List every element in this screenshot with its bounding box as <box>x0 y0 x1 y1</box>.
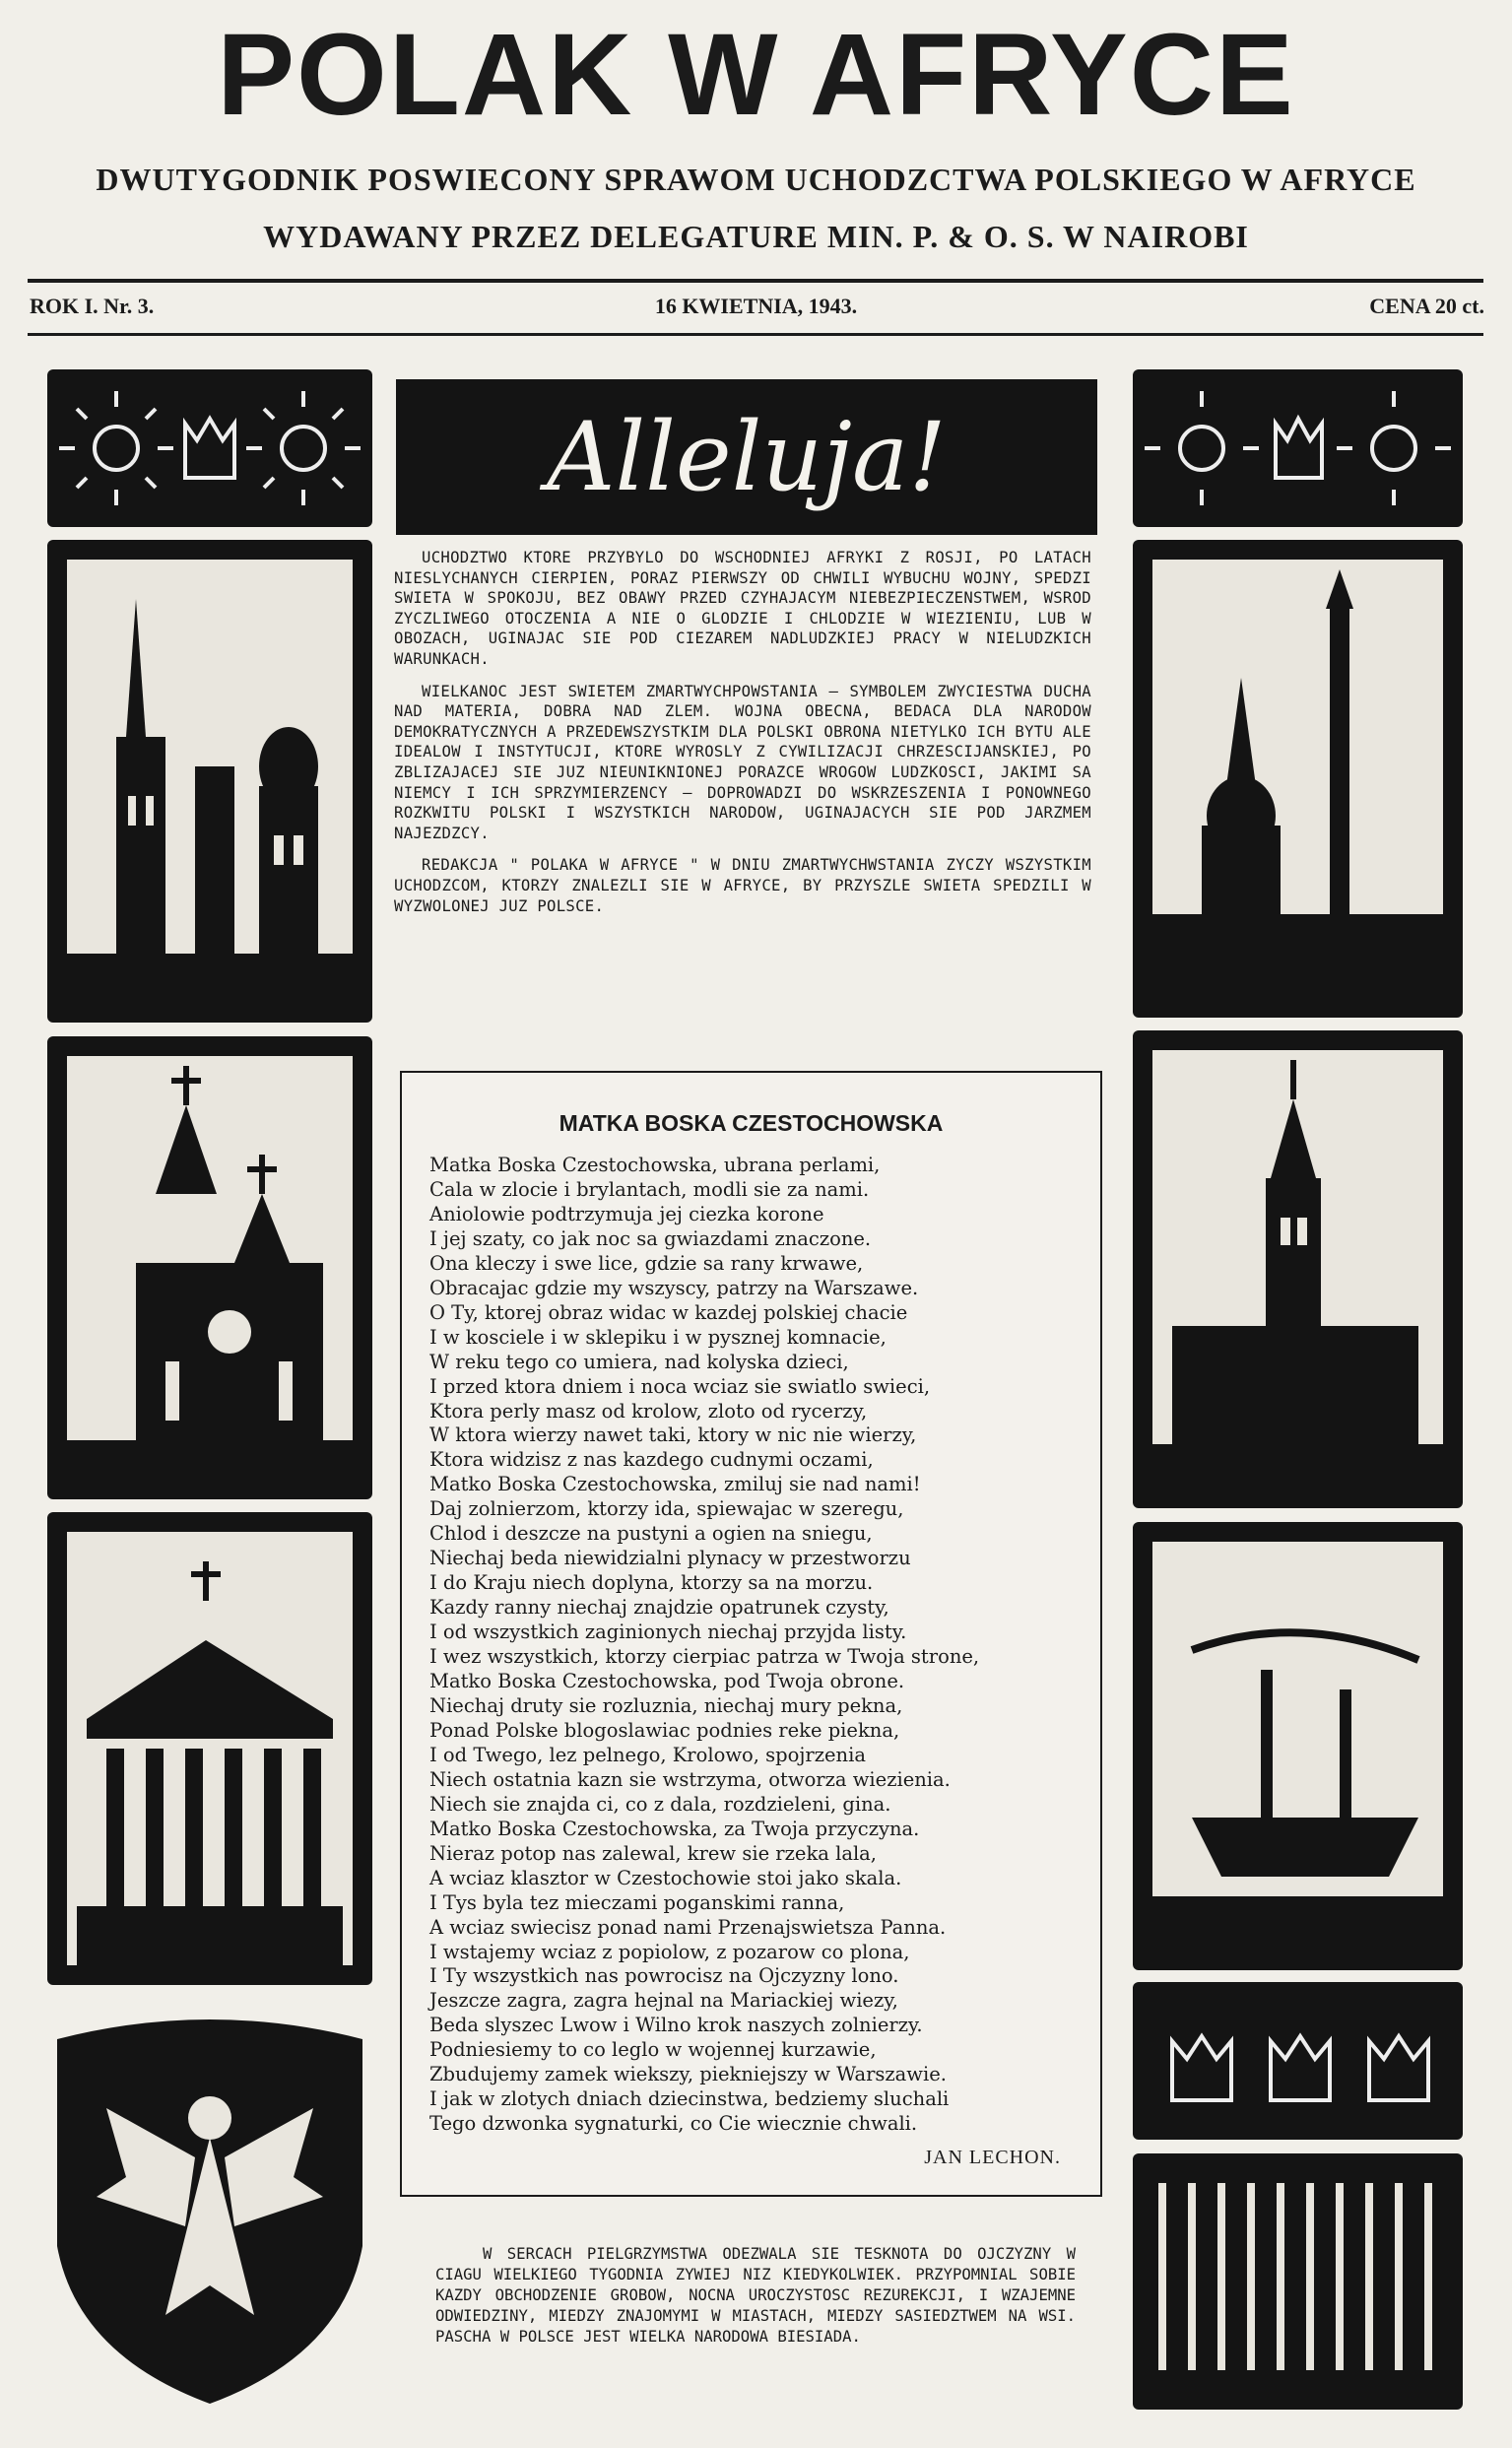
poem-line: I Tys byla tez mieczami poganskimi ranna, <box>429 1890 845 1914</box>
sun-tulip-ornament-icon <box>47 369 372 527</box>
masthead-rule-bottom <box>28 333 1483 336</box>
poem-line: I przed ktora dniem i noca wciaz sie swiatlo swieci, <box>429 1374 931 1398</box>
poem-title: MATKA BOSKA CZESTOCHOWSKA <box>559 1110 944 1136</box>
poem-line: Beda slyszec Lwow i Wilno krok naszych zolnierzy. <box>429 2014 923 2037</box>
sigismund-column-icon <box>1133 540 1463 1018</box>
right-woodcut-warsaw-column <box>1133 540 1463 1018</box>
poem-text <box>429 1154 1080 2137</box>
issue-price: CENA 20 ct. <box>1369 294 1484 318</box>
intro-paragraph-3: REDAKCJA " POLAKA W AFRYCE " W DNIU ZMARTWYCHWSTANIA ZYCZY WSZYSTKIM UCHODZCOM, KTORZY ZNALEZLI SIE W AFRYCE, BY PRZYSZLE SWIETA SPEDZILI W WYZWOLONEJ JUZ POLSCE. <box>394 856 1091 915</box>
poem-line: O Ty, ktorej obraz widac w kazdej polskiej chacie <box>429 1300 908 1324</box>
poem-box <box>400 1071 1102 2197</box>
monastery-tower-icon <box>1133 1030 1463 1508</box>
left-ornament-panel <box>47 369 372 527</box>
poem-line: I od wszystkich zaginionych niechaj przyjda listy. <box>429 1621 907 1644</box>
right-woodcut-ship <box>1133 1522 1463 1970</box>
poem-line: Niech sie znajda ci, co z dala, rozdzieleni, gina. <box>429 1792 891 1816</box>
poem-line: Nieraz potop nas zalewal, krew sie rzeka lala, <box>429 1841 878 1865</box>
poem-line: I jej szaty, co jak noc sa gwiazdami znaczone. <box>429 1226 872 1250</box>
poem-line: Ponad Polske blogoslawiac podnies reke piekna, <box>429 1718 900 1742</box>
left-woodcut-cathedral <box>47 1512 372 1985</box>
closing-paragraph: W SERCACH PIELGRZYMSTWA ODEZWALA SIE TESKNOTA DO OJCZYZNY W CIAGU WIELKIEGO TYGODNIA ZYWIEJ NIZ KIEDYKOLWIEK. PRZYPOMNIAL SOBIE KAZDY OBCHODZENIE GROBOW, NOCNA UROCZYSTOSC REZUREKCJI, I WZAJEMNE ODWIEDZINY, MIEDZY ZNAJOMYMI W MIASTACH, MIEDZY SASIEDZTWEM NA WSI. PASCHA W POLSCE JEST WIELKA NARODOWA BIESIADA. <box>435 2245 1076 2346</box>
right-woodcut-jasna-gora <box>1133 1030 1463 1508</box>
church-towers-icon <box>47 540 372 1023</box>
poem-line: A wciaz klasztor w Czestochowie stoi jako skala. <box>429 1866 902 1889</box>
left-woodcut-vilnius <box>47 1036 372 1499</box>
alleluja-banner: Alleluja! <box>396 379 1097 535</box>
poem-line: Cala w zlocie i brylantach, modli sie za nami. <box>429 1177 870 1201</box>
poem-line: Matko Boska Czestochowska, zmiluj sie nad nami! <box>429 1473 921 1496</box>
right-tulip-panel <box>1133 1982 1463 2140</box>
baroque-church-icon <box>47 1036 372 1499</box>
poem-line: I w kosciele i w sklepiku i w pysznej komnacie, <box>429 1325 887 1349</box>
poem-line: W ktora wierzy nawet taki, ktory w nic nie wierzy, <box>429 1423 917 1447</box>
right-fringe-panel <box>1133 2153 1463 2410</box>
poem-line: Matko Boska Czestochowska, pod Twoja obrone. <box>429 1670 905 1693</box>
poem-line: Niechaj beda niewidzialni plynacy w przestworzu <box>429 1547 911 1570</box>
poem-line: Niech ostatnia kazn sie wstrzyma, otworza wiezienia. <box>429 1767 951 1791</box>
right-ornament-panel <box>1133 369 1463 527</box>
left-polish-eagle-shield <box>47 2000 372 2414</box>
poem-line: Ktora perly masz od krolow, zloto od rycerzy, <box>429 1399 868 1422</box>
tulip-ornament-icon <box>1133 1982 1463 2140</box>
poem-line: Ona kleczy i swe lice, gdzie sa rany krwawe, <box>429 1251 864 1275</box>
intro-paragraph-2: WIELKANOC JEST SWIETEM ZMARTWYCHPOWSTANIA — SYMBOLEM ZWYCIESTWA DUCHA NAD MATERIA, DOBRA NAD ZLEM. WOJNA OBECNA, BEDACA DLA NARODOW DEMOKRATYCZNYCH A PRZEDEWSZYSTKIM DLA POLSKI OBRONA NIETYLKO ICH BYTU ALE IDEALOW I INSTYTUCJI, KTORE WYROSLY Z CYWILIZACJI CHRZESCIJANSKIEJ, PO ZBLIZAJACEJ SIE JUZ NIEUNIKNIONEJ PORAZCE WROGOW LUDZKOSCI, JAKIMI SA NIEMCY I ICH SPRZYMIERZENCY — DOPROWADZI DO WSKRZESZENIA I PONOWNEGO ROZKWITU POLSKI I WSZYSTKICH NARODOW, UGINAJACYCH SIE POD JARZMEM NAJEZDZCY. <box>394 682 1091 842</box>
newspaper-subtitle: DWUTYGODNIK POSWIECONY SPRAWOM UCHODZCTWA POLSKIEGO W AFRYCE <box>96 162 1416 197</box>
editorial-intro <box>394 548 1091 928</box>
poem-line: A wciaz swiecisz ponad nami Przenajswietsza Panna. <box>429 1915 947 1939</box>
poem-line: Chlod i deszcze na pustyni a ogien na sniegu, <box>429 1522 873 1546</box>
poem-line: I do Kraju niech doplyna, ktorzy sa na morzu. <box>429 1571 874 1595</box>
poem-line: Tego dzwonka sygnaturki, co Cie wiecznie chwali. <box>429 2112 918 2136</box>
poem-line: W reku tego co umiera, nad kolyska dzieci, <box>429 1350 849 1373</box>
masthead-rule-top <box>28 279 1483 283</box>
woven-fringe-icon <box>1133 2153 1463 2410</box>
newspaper-title: POLAK W AFRYCE <box>217 10 1295 140</box>
poem-line: I Ty wszystkich nas powrocisz na Ojczyzny lono. <box>429 1964 899 1988</box>
poem-line: Matko Boska Czestochowska, za Twoja przyczyna. <box>429 1817 920 1840</box>
poem-line: Podniesiemy to co leglo w wojennej kurzawie, <box>429 2038 877 2062</box>
poem-line: Matka Boska Czestochowska, ubrana perlami, <box>429 1154 881 1176</box>
poem-line: Jeszcze zagra, zagra hejnal na Mariackiej wiezy, <box>429 1989 898 2013</box>
classical-cathedral-icon <box>47 1512 372 1985</box>
poem-line: Obracajac gdzie my wszyscy, patrzy na Warszawe. <box>429 1276 919 1299</box>
left-woodcut-krakow <box>47 540 372 1023</box>
poem-line: Niechaj druty sie rozluznia, niechaj mury pekna, <box>429 1693 903 1717</box>
poem-line: Aniolowie podtrzymuja jej ciezka korone <box>429 1202 824 1225</box>
poem-author: JAN LECHON. <box>924 2147 1061 2168</box>
poem-line: I wez wszystkich, ktorzy cierpiac patrza w Twoja strone, <box>429 1645 980 1669</box>
poem-line: I wstajemy wciaz z popiolow, z pozarow co plona, <box>429 1940 910 1963</box>
poem-line: Daj zolnierzom, ktorzy ida, spiewajac w szeregu, <box>429 1497 904 1521</box>
sun-tulip-ornament-icon <box>1133 369 1463 527</box>
intro-paragraph-1: UCHODZTWO KTORE PRZYBYLO DO WSCHODNIEJ AFRYKI Z ROSJI, PO LATACH NIESLYCHANYCH CIERPIEN, PORAZ PIERWSZY OD CHWILI WYBUCHU WOJNY, SPEDZI SWIETA W SPOKOJU, BEZ OBAWY PRZED CZYHAJACYM NIEBEZPIECZENSTWEM, WSROD ZYCZLIWEGO OTOCZENIA A NIE O GLODZIE I CHLODZIE W WIEZIENIU, LUB W OBOZACH, UGINAJAC SIE POD CIEZAREM NADLUDZKIEJ PRACY W NIELUDZKICH WARUNKACH. <box>394 549 1091 668</box>
poem-line: I jak w zlotych dniach dziecinstwa, bedziemy sluchali <box>429 2087 950 2111</box>
issue-number: ROK I. Nr. 3. <box>30 294 155 318</box>
ship-icon <box>1133 1522 1463 1970</box>
poem-line: Ktora widzisz z nas kazdego cudnymi oczami, <box>429 1448 874 1472</box>
poem-line: Zbudujemy zamek wiekszy, piekniejszy w Warszawie. <box>429 2063 947 2086</box>
newspaper-publisher: WYDAWANY PRZEZ DELEGATURE MIN. P. & O. S. W NAIROBI <box>263 219 1249 254</box>
polish-eagle-icon <box>47 2000 372 2414</box>
issue-date: 16 KWIETNIA, 1943. <box>654 294 858 318</box>
poem-line: Kazdy ranny niechaj znajdzie opatrunek czysty, <box>429 1596 889 1620</box>
poem-line: I od Twego, lez pelnego, Krolowo, spojrzenia <box>429 1743 866 1766</box>
